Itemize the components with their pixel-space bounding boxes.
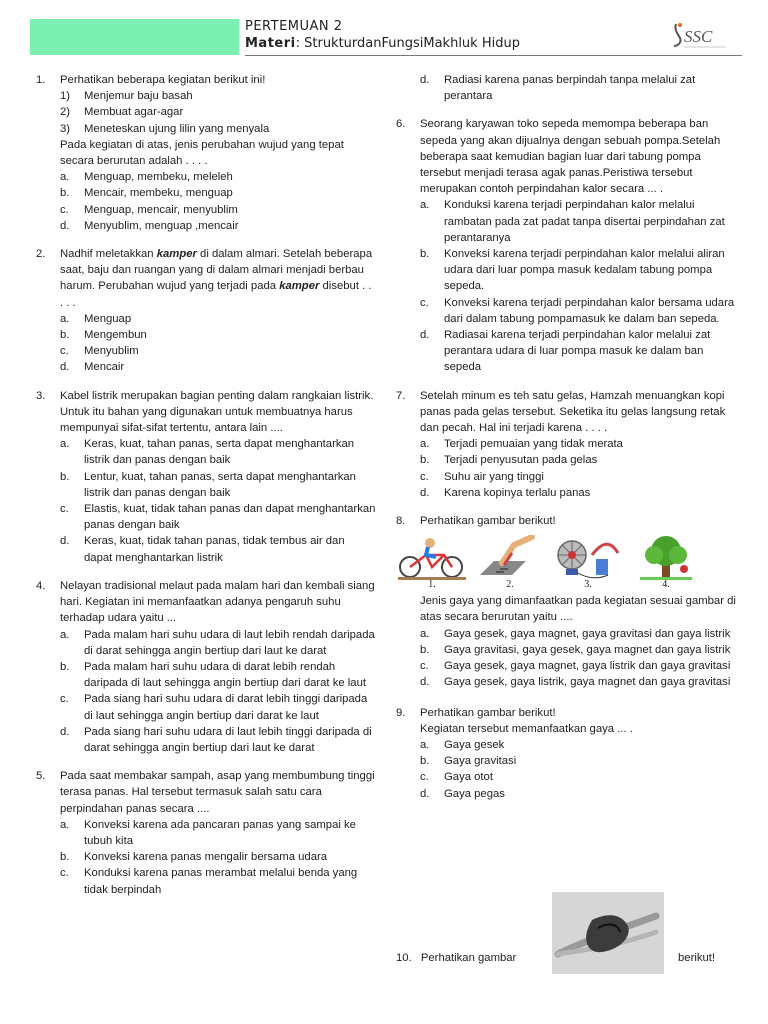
option-label: b. — [60, 851, 70, 864]
option-b[interactable] — [60, 849, 376, 865]
question-text-2: Kegiatan tersebut memanfaatkan gaya ... . — [420, 722, 633, 735]
option-b[interactable] — [60, 659, 376, 691]
question-8-body — [396, 593, 740, 690]
question-text: Perhatikan gambar — [420, 952, 517, 964]
list-item — [60, 104, 376, 120]
magnet-icon — [474, 535, 546, 581]
option-label: d. — [60, 725, 70, 738]
option-label: a. — [60, 312, 70, 325]
option-label: d. — [420, 676, 430, 689]
option-text: Menguap — [84, 312, 132, 325]
option-label: b. — [60, 660, 70, 673]
text-fragment: Nadhif meletakkan — [60, 248, 157, 261]
option-text: Karena kopinya terlalu panas — [444, 486, 591, 499]
picture-number: 2. — [506, 579, 514, 591]
option-text: Pada malam hari suhu udara di darat lebih rendah daripada di laut sehingga angin bertiup dari darat ke laut — [84, 660, 366, 690]
question-number: 8. — [396, 515, 406, 528]
question-1 — [36, 72, 376, 234]
header-color-block — [30, 19, 239, 55]
option-text: Gaya pegas — [444, 787, 505, 800]
item-text: Membuat agar-agar — [84, 106, 184, 119]
question-text — [60, 246, 376, 311]
option-a[interactable] — [420, 737, 740, 753]
page-title: PERTEMUAN 2 — [245, 19, 343, 34]
option-text: Gaya gesek, gaya listrik, gaya magnet dan gaya gravitasi — [444, 676, 731, 689]
option-text: Gaya gesek — [444, 738, 505, 751]
option-text: Terjadi penyusutan pada gelas — [444, 454, 598, 467]
right-column — [396, 72, 740, 814]
question-10 — [396, 950, 740, 966]
materi-value: : StrukturdanFungsiMakhluk Hidup — [295, 36, 520, 51]
question-7 — [396, 388, 740, 501]
question-text: Kabel listrik merupakan bagian penting dalam rangkaian listrik. Untuk itu bahan yang digunakan untuk membuatnya harus mempunyai sifat-sifat tertentu, antara lain .... — [60, 389, 374, 435]
question-8-pictures — [396, 535, 740, 589]
question-text-end: berikut! — [678, 952, 716, 964]
header-divider — [245, 55, 742, 56]
option-label: c. — [420, 296, 429, 309]
option-text: Mencair, membeku, menguap — [84, 187, 233, 200]
option-text: Mengembun — [84, 329, 147, 342]
option-label: b. — [420, 248, 430, 261]
option-d[interactable] — [420, 72, 740, 104]
bicycle-icon — [396, 535, 468, 581]
option-c[interactable] — [420, 469, 740, 485]
option-label: a. — [60, 171, 70, 184]
option-b[interactable] — [420, 246, 740, 295]
question-text: Seorang karyawan toko sepeda memompa beberapa ban sepeda yang akan dijualnya dengan sebuah pompa.Setelah beberapa saat kemudian bagian luar dari tabung pompa tersebut menjadi terasa agak panas.Peristiwa tersebut merupakan contoh perpindahan kalor secara ... . — [420, 118, 721, 196]
option-label: d. — [420, 787, 430, 800]
option-d[interactable] — [420, 485, 740, 501]
kamper-emphasis: kamper — [279, 280, 320, 293]
option-text: Gaya gesek, gaya magnet, gaya gravitasi dan gaya listrik — [444, 627, 731, 640]
question-4 — [36, 578, 376, 756]
option-label: c. — [60, 345, 69, 358]
option-text: Radiasi karena panas berpindah tanpa melalui zat perantara — [444, 74, 696, 103]
option-label: a. — [420, 627, 430, 640]
question-text: Perhatikan beberapa kegiatan berikut ini! — [60, 74, 266, 86]
option-text: Keras, kuat, tidak tahan panas, tidak tembus air dan dapat menghantarkan listrik — [84, 535, 345, 564]
question-number: 4. — [36, 579, 46, 592]
text-fragment: disebut . . . . . — [60, 280, 372, 309]
option-d[interactable] — [420, 786, 740, 802]
option-label: c. — [60, 503, 69, 516]
question-text-2: Jenis gaya yang dimanfaatkan pada kegiatan sesuai gambar di atas secara berurutan yaitu .... — [420, 595, 736, 624]
question-number: 5. — [36, 770, 46, 783]
option-label: c. — [60, 693, 69, 706]
option-c[interactable] — [60, 202, 376, 218]
question-3 — [36, 388, 376, 566]
option-c[interactable] — [60, 501, 376, 533]
question-text-2: Pada kegiatan di atas, jenis perubahan wujud yang tepat secara berurutan adalah . . . . — [60, 138, 344, 168]
question-9 — [396, 705, 740, 802]
option-d[interactable] — [60, 359, 376, 375]
question-number: 3. — [36, 389, 46, 402]
option-text: Keras, kuat, tahan panas, serta dapat menghantarkan listrik dan panas dengan baik — [84, 438, 355, 467]
option-text: Gaya gesek, gaya magnet, gaya listrik dan gaya gravitasi — [444, 660, 731, 673]
list-item — [60, 88, 376, 104]
option-text: Konveksi karena panas mengalir bersama udara — [84, 851, 328, 864]
option-label: a. — [60, 818, 70, 831]
option-label: d. — [420, 329, 430, 342]
option-text: Konveksi karena ada pancaran panas yang sampai ke tubuh kita — [84, 818, 356, 847]
option-text: Menguap, membeku, meleleh — [84, 171, 233, 184]
option-text: Terjadi pemuaian yang tidak merata — [444, 438, 623, 451]
picture-number: 1. — [428, 579, 436, 591]
option-text: Gaya gravitasi, gaya gesek, gaya magnet dan gaya listrik — [444, 643, 731, 656]
option-text: Konduksi karena panas merambat melalui benda yang tidak berpindah — [84, 867, 358, 896]
option-a[interactable] — [60, 436, 376, 468]
option-d[interactable] — [60, 218, 376, 234]
option-text: Suhu air yang tinggi — [444, 470, 544, 483]
option-c[interactable] — [420, 658, 740, 674]
question-2 — [36, 246, 376, 376]
item-label: 2) — [60, 106, 71, 119]
option-label: b. — [420, 755, 430, 768]
picture-1 — [396, 535, 468, 589]
option-text: Radiasai karena terjadi perpindahan kalor melalui zat perantara udara di luar pompa masuk ke dalam ban sepeda — [444, 329, 711, 374]
option-text: Pada siang hari suhu udara di darat lebih tinggi daripada di laut sehingga angin bertiup dari darat ke laut — [84, 693, 368, 722]
option-d[interactable] — [420, 327, 740, 376]
option-d[interactable] — [60, 724, 376, 756]
option-text: Menyublim — [84, 345, 139, 358]
option-a[interactable] — [60, 169, 376, 185]
option-b[interactable] — [60, 185, 376, 201]
option-label: a. — [420, 738, 430, 751]
option-text: Konveksi karena terjadi perpindahan kalor bersama udara dari dalam tabung pompamasuk ke dalam ban sepeda. — [444, 296, 735, 325]
fan-icon — [552, 535, 624, 581]
option-label: d. — [420, 74, 430, 86]
question-5-continued — [396, 72, 740, 104]
question-text: Perhatikan gambar berikut! — [420, 515, 556, 528]
question-number: 1. — [36, 74, 46, 86]
option-label: d. — [60, 535, 70, 548]
question-5 — [36, 768, 376, 898]
question-text: Pada saat membakar sampah, asap yang membumbung tinggi terasa panas. Hal tersebut termasuk salah satu cara perpindahan panas secara .... — [60, 770, 375, 815]
logo-text: SSC — [684, 27, 713, 46]
option-text: Konduksi karena terjadi perpindahan kalor melalui rambatan pada zat padat tanpa disertai perpindahan zat perantaranya — [444, 199, 725, 244]
materi-label: Materi — [245, 36, 296, 51]
question-number: 10. — [396, 952, 412, 964]
option-text: Elastis, kuat, tidak tahan panas dan dapat menghantarkan panas dengan baik — [84, 503, 376, 532]
option-text: Menyublim, menguap ,mencair — [84, 219, 239, 232]
option-b[interactable] — [60, 327, 376, 343]
option-c[interactable] — [60, 691, 376, 723]
option-a[interactable] — [60, 311, 376, 327]
tree-icon — [630, 535, 702, 581]
option-label: d. — [420, 486, 430, 499]
question-number: 6. — [396, 118, 406, 131]
question-number: 2. — [36, 248, 46, 261]
option-text: Pada siang hari suhu udara di laut lebih tinggi daripada di darat sehingga angin bertiup dari laut ke darat — [84, 725, 372, 754]
materi-line — [245, 36, 520, 52]
option-label: c. — [60, 203, 69, 216]
question-number: 9. — [396, 706, 406, 719]
option-label: d. — [60, 219, 70, 232]
option-c[interactable] — [420, 295, 740, 327]
option-text: Gaya gravitasi — [444, 755, 517, 768]
ssc-logo — [670, 20, 730, 50]
option-label: a. — [420, 438, 430, 451]
option-text: Menguap, mencair, menyublim — [84, 203, 238, 216]
option-b[interactable] — [420, 452, 740, 468]
question-6 — [396, 116, 740, 375]
option-a[interactable] — [420, 197, 740, 246]
option-label: a. — [60, 628, 70, 641]
question-8 — [396, 513, 740, 529]
item-label: 1) — [60, 90, 71, 103]
option-text: Konveksi karena terjadi perpindahan kalor melalui aliran udara dari luar pompa masuk kedalam tabung pompa sepeda. — [444, 248, 725, 293]
option-text: Gaya otot — [444, 771, 493, 784]
question-text: Setelah minum es teh satu gelas, Hamzah menuangkan kopi panas pada gelas tersebut. Seketika itu gelas langsung retak dan pecah. Hal ini terjadi karena . . . . — [420, 389, 726, 435]
left-column — [36, 72, 376, 910]
option-b[interactable] — [420, 753, 740, 769]
item-label: 3) — [60, 122, 71, 135]
option-a[interactable] — [420, 436, 740, 452]
option-c[interactable] — [60, 865, 376, 897]
picture-2 — [474, 535, 546, 589]
option-label: c. — [60, 867, 69, 880]
option-label: b. — [420, 454, 430, 467]
option-text: Lentur, kuat, tahan panas, serta dapat menghantarkan listrik dan panas dengan baik — [84, 470, 356, 499]
picture-number: 4. — [662, 579, 670, 591]
question-text: Nelayan tradisional melaut pada malam hari dan kembali siang hari. Kegiatan ini memanfaatkan adanya pengaruh suhu terhadap udara yaitu ... — [60, 579, 375, 625]
option-label: c. — [420, 771, 429, 784]
option-b[interactable] — [420, 642, 740, 658]
question-number: 7. — [396, 389, 406, 402]
text-fragment: di dalam almari. Setelah beberapa saat, baju dan ruangan yang di dalam almari menjadi berbau harum. Perubahan wujud yang terjadi pada — [60, 248, 373, 293]
option-a[interactable] — [60, 627, 376, 659]
option-label: b. — [420, 643, 430, 656]
picture-4 — [630, 535, 702, 589]
option-label: c. — [420, 470, 429, 483]
option-label: c. — [420, 660, 429, 673]
option-c[interactable] — [60, 343, 376, 359]
option-text: Pada malam hari suhu udara di laut lebih rendah daripada di darat sehingga angin bertiup dari laut ke darat — [84, 628, 375, 657]
option-label: b. — [60, 470, 70, 483]
item-text: Meneteskan ujung lilin yang menyala — [84, 122, 270, 135]
option-a[interactable] — [60, 817, 376, 849]
option-label: b. — [60, 187, 70, 200]
option-d[interactable] — [420, 674, 740, 690]
item-text: Menjemur baju basah — [84, 90, 193, 103]
option-label: d. — [60, 361, 70, 374]
option-b[interactable] — [60, 469, 376, 501]
kamper-emphasis: kamper — [156, 248, 197, 261]
option-d[interactable] — [60, 533, 376, 565]
option-label: a. — [60, 438, 70, 451]
option-c[interactable] — [420, 769, 740, 785]
question-text: Perhatikan gambar berikut! — [420, 706, 556, 719]
option-a[interactable] — [420, 626, 740, 642]
option-label: b. — [60, 329, 70, 342]
picture-3 — [552, 535, 624, 589]
picture-number: 3. — [584, 579, 592, 591]
option-label: a. — [420, 199, 430, 212]
option-text: Mencair — [84, 361, 125, 374]
list-item — [60, 121, 376, 137]
